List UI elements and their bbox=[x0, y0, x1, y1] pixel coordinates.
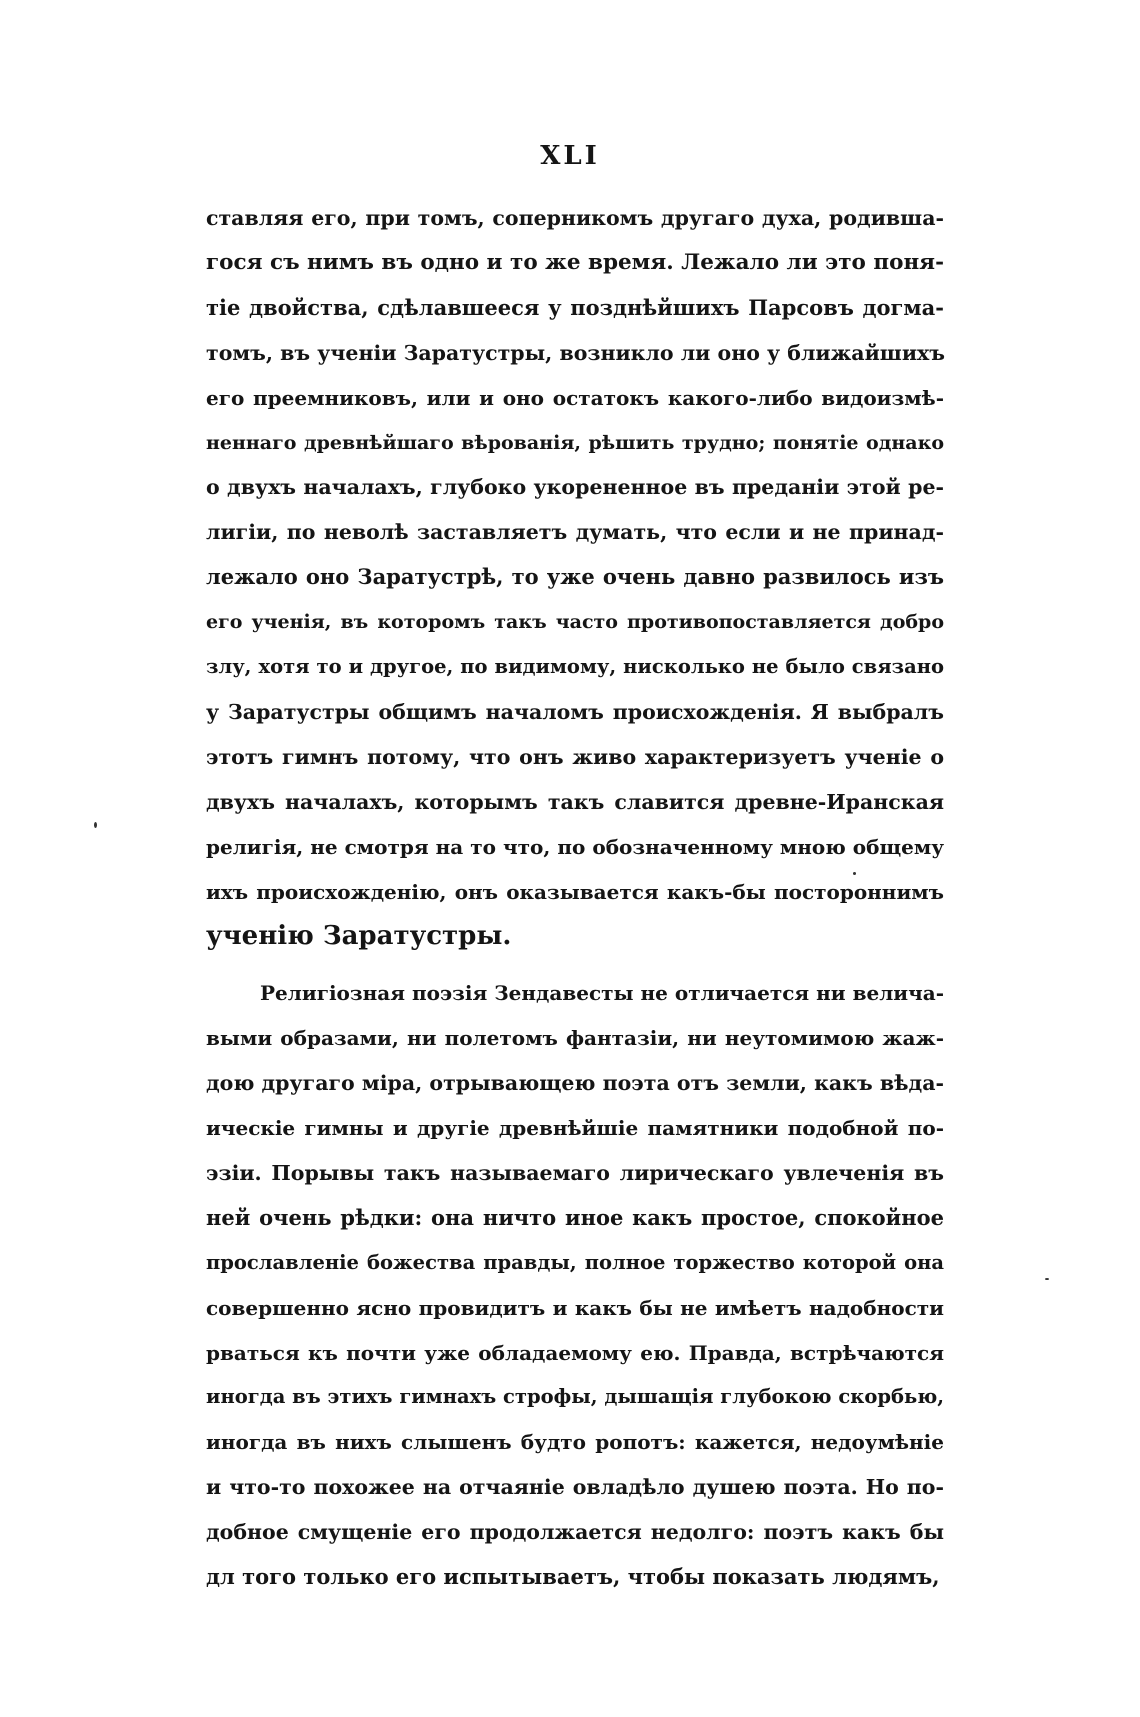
text-line: двухъ началахъ, которымъ такъ славится древне-Иранская bbox=[206, 790, 944, 814]
text-line: религія, не смотря на то что, по обозначенному мною общему bbox=[206, 835, 944, 859]
text-line: прославленіе божества правды, полное торжество которой она bbox=[206, 1251, 944, 1274]
text-line: его ученія, въ которомъ такъ часто противопоставляется добро bbox=[206, 611, 944, 633]
text-line: иногда въ нихъ слышенъ будто ропотъ: кажется, недоумѣніе bbox=[206, 1430, 944, 1454]
text-line: лежало оно Заратустрѣ, то уже очень давно развилось изъ bbox=[206, 564, 944, 589]
text-line: иногда въ этихъ гимнахъ строфы, дышащія глубокою скорбью, bbox=[206, 1385, 944, 1408]
ink-speck bbox=[94, 822, 97, 828]
text-line: Религіозная поэзія Зендавесты не отличается ни велича- bbox=[260, 981, 945, 1005]
text-line: злу, хотя то и другое, по видимому, нисколько не было связано bbox=[206, 655, 944, 678]
text-line: ическіе гимны и другіе древнѣйшіе памятники подобной по- bbox=[206, 1116, 944, 1140]
text-line: совершенно ясно провидитъ и какъ бы не имѣетъ надобности bbox=[206, 1296, 944, 1320]
text-line: рваться къ почти уже обладаемому ею. Правда, встрѣчаются bbox=[206, 1341, 944, 1365]
text-line: ставляя его, при томъ, соперникомъ другаго духа, родивша- bbox=[206, 206, 944, 230]
text-line: о двухъ началахъ, глубоко укорененное въ преданіи этой ре- bbox=[206, 475, 944, 499]
ink-speck bbox=[853, 872, 856, 875]
text-line: тіе двойства, сдѣлавшееся у позднѣйшихъ Парсовъ догма- bbox=[206, 295, 944, 320]
text-line: этотъ гимнъ потому, что онъ живо характеризуетъ ученіе о bbox=[206, 745, 944, 769]
text-line: лигіи, по неволѣ заставляетъ думать, что если и не принад- bbox=[206, 520, 944, 544]
text-line: ней очень рѣдки: она ничто иное какъ простое, спокойное bbox=[206, 1205, 944, 1230]
text-line: неннаго древнѣйшаго вѣрованія, рѣшить трудно; понятіе однако bbox=[206, 432, 944, 454]
text-line: ихъ происхожденію, онъ оказывается какъ-бы постороннимъ bbox=[206, 880, 944, 904]
text-line: его преемниковъ, или и оно остатокъ какого-либо видоизмѣ- bbox=[206, 386, 944, 410]
text-line: эзіи. Порывы такъ называемаго лирическаго увлеченія въ bbox=[206, 1161, 944, 1185]
text-line: и что-то похожее на отчаяніе овладѣло душею поэта. Но по- bbox=[206, 1475, 944, 1499]
text-line: дл того только его испытываетъ, чтобы показать людямъ, bbox=[206, 1564, 940, 1589]
text-line: добное смущеніе его продолжается недолго: поэтъ какъ бы bbox=[206, 1520, 944, 1544]
text-line: у Заратустры общимъ началомъ происхожденія. Я выбралъ bbox=[206, 700, 944, 724]
text-line: гося съ нимъ въ одно и то же время. Лежало ли это поня- bbox=[206, 250, 944, 275]
text-line: ученію Заратустры. bbox=[206, 921, 512, 951]
text-line: томъ, въ ученіи Заратустры, возникло ли оно у ближайшихъ bbox=[206, 341, 945, 365]
text-line: выми образами, ни полетомъ фантазіи, ни неутомимою жаж- bbox=[206, 1026, 944, 1050]
ink-speck bbox=[1045, 1278, 1049, 1280]
page-number: XLI bbox=[540, 141, 600, 171]
text-line: дою другаго міра, отрывающею поэта отъ земли, какъ вѣда- bbox=[206, 1071, 944, 1095]
